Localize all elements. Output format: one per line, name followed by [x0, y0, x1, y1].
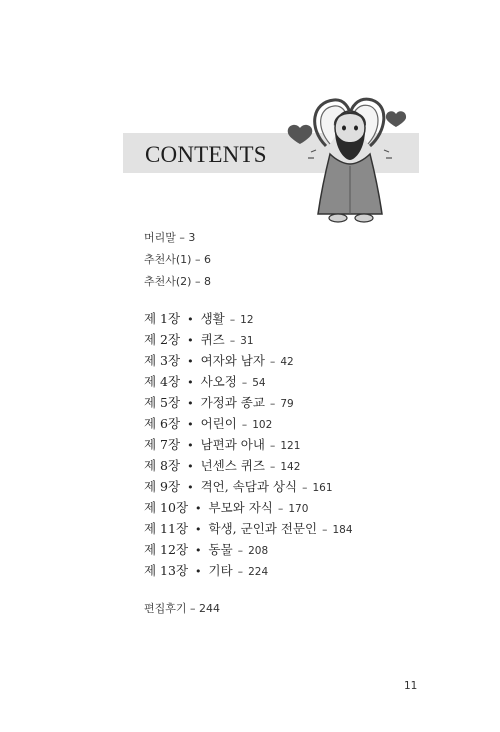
chapter-entry[interactable]: 제 1장 • 생활 – 12 — [144, 311, 254, 326]
chapter-entry[interactable]: 제 13장 • 기타 – 224 — [144, 563, 269, 578]
front-matter-list — [144, 227, 211, 293]
bearded-man-with-hearts-icon — [286, 88, 414, 230]
chapter-entry[interactable]: 제 12장 • 동물 – 208 — [144, 542, 269, 557]
chapter-entry[interactable]: 제 2장 • 퀴즈 – 31 — [144, 332, 254, 347]
chapter-list — [144, 307, 353, 580]
chapter-entry[interactable]: 제 7장 • 남편과 아내 – 121 — [144, 437, 301, 452]
contents-title: CONTENTS — [145, 142, 267, 167]
list-item[interactable]: 편집후기 – 244 — [144, 602, 221, 615]
list-item[interactable]: 머리말 – 3 — [144, 231, 196, 244]
chapter-entry[interactable]: 제 10장 • 부모와 자식 – 170 — [144, 500, 309, 515]
page-number: 11 — [404, 680, 418, 692]
chapter-entry[interactable]: 제 8장 • 넌센스 퀴즈 – 142 — [144, 458, 301, 473]
back-matter-list — [144, 598, 220, 620]
chapter-entry[interactable]: 제 3장 • 여자와 남자 – 42 — [144, 353, 294, 368]
list-item[interactable]: 추천사(2) – 8 — [144, 275, 211, 288]
chapter-entry[interactable]: 제 11장 • 학생, 군인과 전문인 – 184 — [144, 521, 353, 536]
chapter-entry[interactable]: 제 6장 • 어린이 – 102 — [144, 416, 273, 431]
chapter-entry[interactable]: 제 5장 • 가정과 종교 – 79 — [144, 395, 294, 410]
chapter-entry[interactable]: 제 4장 • 사오정 – 54 — [144, 374, 266, 389]
list-item[interactable]: 추천사(1) – 6 — [144, 253, 211, 266]
chapter-entry[interactable]: 제 9장 • 격언, 속담과 상식 – 161 — [144, 479, 333, 494]
